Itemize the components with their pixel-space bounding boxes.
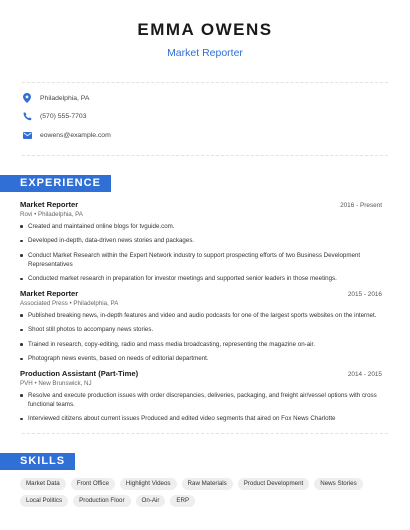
skill-chip: News Stories (314, 478, 362, 490)
phone-text: (570) 555-7703 (40, 113, 87, 120)
location-text: Philadelphia, PA (40, 94, 90, 102)
job-bullet: Interviewed citizens about current issues Produced and edited video segments that aired on Fox News Charlotte (20, 414, 382, 423)
phone-icon (22, 112, 32, 122)
job-company: Associated Press • Philadelphia, PA (20, 299, 119, 307)
job-bullet: Resolve and execute production issues with order discrepancies, deliveries, packaging, and freight air/vessel options with cross functional teams. (20, 391, 382, 409)
job-bullet: Developed in-depth, data-driven news stories and packages. (20, 236, 382, 245)
skill-chip: Highlight Videos (120, 478, 177, 490)
job-title: Production Assistant (Part-Time) (20, 368, 139, 378)
email-icon (22, 130, 32, 140)
location-pin-icon (22, 93, 32, 103)
experience-section (0, 173, 410, 424)
job-company: Rovi • Philadelphia, PA (20, 210, 83, 218)
job-dates: 2016 - Present (340, 201, 382, 209)
contact-email (22, 126, 388, 144)
job-company: PVH • New Brunswick, NJ (20, 379, 92, 387)
skill-chip: Raw Materials (182, 478, 233, 490)
job-bullet: Shoot still photos to accompany news stories. (20, 325, 382, 334)
job-bullets (20, 391, 382, 424)
job-title: Market Reporter (20, 288, 79, 298)
job-bullet: Conduct Market Research within the Expert Network industry to support prospecting efforts of two Business Development Representatives (20, 251, 382, 269)
job-entry (20, 200, 382, 284)
skills-section (0, 451, 410, 507)
skills-heading: SKILLS (0, 453, 75, 470)
contact-phone (22, 108, 388, 126)
job-entry (20, 289, 382, 364)
experience-heading: EXPERIENCE (0, 175, 111, 192)
contact-location (22, 89, 388, 107)
job-dates: 2015 - 2016 (347, 290, 382, 298)
job-bullet: Photograph news events, based on needs of editorial department. (20, 354, 382, 363)
skill-chip: Front Office (71, 478, 115, 490)
job-bullets (20, 311, 382, 364)
job-dates: 2014 - 2015 (347, 370, 382, 378)
contact-list (0, 83, 410, 153)
skill-chip: ERP (170, 495, 195, 507)
skill-chip: Market Data (20, 478, 66, 490)
skill-chip: Local Politics (20, 495, 68, 507)
skills-list (0, 478, 410, 507)
experience-list (0, 200, 410, 424)
candidate-role: Market Reporter (167, 47, 243, 59)
candidate-name: EMMA OWENS (137, 20, 273, 39)
job-bullet: Conducted market research in preparation for investor meetings and supported senior leaders in those meetings. (20, 274, 382, 283)
experience-divider (22, 433, 388, 434)
skill-chip: On-Air (136, 495, 166, 507)
job-bullets (20, 222, 382, 284)
job-entry (20, 369, 382, 424)
email-text[interactable]: eowens@example.com (40, 131, 111, 139)
job-bullet: Trained in research, copy-editing, radio and mass media broadcasting, representing the magazine on-air. (20, 340, 382, 349)
skill-chip: Production Floor (73, 495, 130, 507)
job-bullet: Published breaking news, in-depth features and video and audio podcasts for one of the largest sports websites on the internet. (20, 311, 382, 320)
job-bullet: Created and maintained online blogs for tvguide.com. (20, 222, 382, 231)
job-title: Market Reporter (20, 199, 79, 209)
skill-chip: Product Development (238, 478, 310, 490)
resume-header (0, 0, 410, 60)
contact-divider (22, 155, 388, 156)
